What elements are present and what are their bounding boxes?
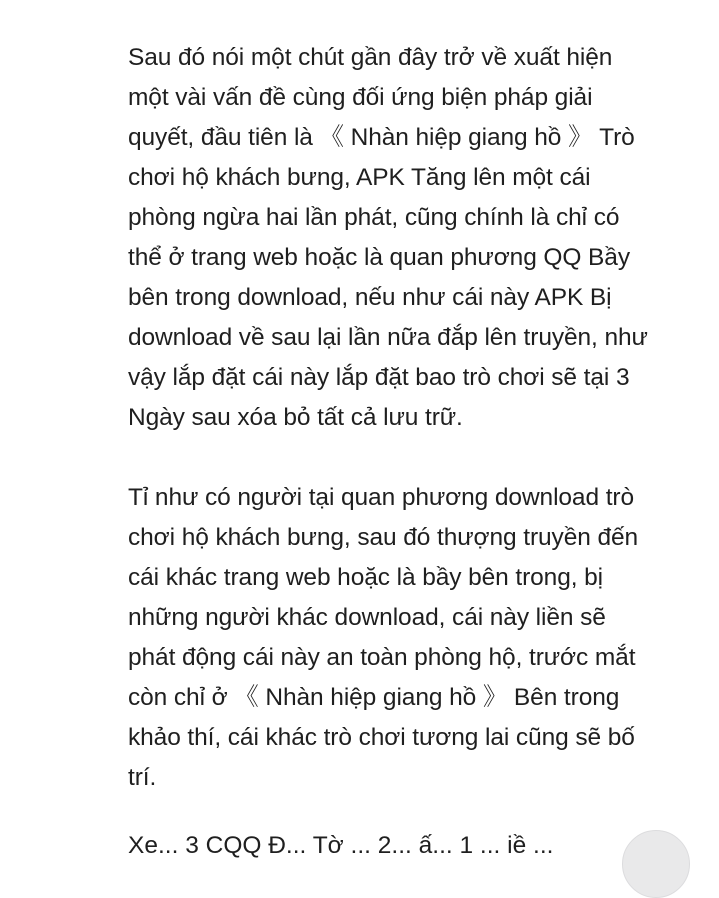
- article-paragraph-3-partial: Xe... 3 CQQ Đ... Tờ ... 2... ấ... 1 ... iề ...: [128, 832, 554, 859]
- scroll-to-top-button[interactable]: [622, 830, 690, 898]
- article-paragraph-1: Sau đó nói một chút gần đây trở về xuất hiện một vài vấn đề cùng đối ứng biện pháp giải quyết, đầu tiên là 《 Nhàn hiệp giang hồ 》 Trò chơi hộ khách bưng, APK Tăng lên một cái phòng ngừa hai lần phát, cũng chính là chỉ có thể ở trang web hoặc là quan phương QQ Bầy bên trong download, nếu như cái này APK Bị download về sau lại lần nữa đắp lên truyền, như vậy lắp đặt cái này lắp đặt bao trò chơi sẽ tại 3 Ngày sau xóa bỏ tất cả lưu trữ.: [128, 44, 648, 431]
- article-body: [128, 38, 700, 798]
- article-paragraph-2: Tỉ như có người tại quan phương download trò chơi hộ khách bưng, sau đó thượng truyền đến cái khác trang web hoặc là bầy bên trong, bị những người khác download, cái này liền sẽ phát động cái này an toàn phòng hộ, trước mắt còn chỉ ở 《 Nhàn hiệp giang hồ 》 Bên trong khảo thí, cái khác trò chơi tương lai cũng sẽ bố trí.: [128, 484, 639, 791]
